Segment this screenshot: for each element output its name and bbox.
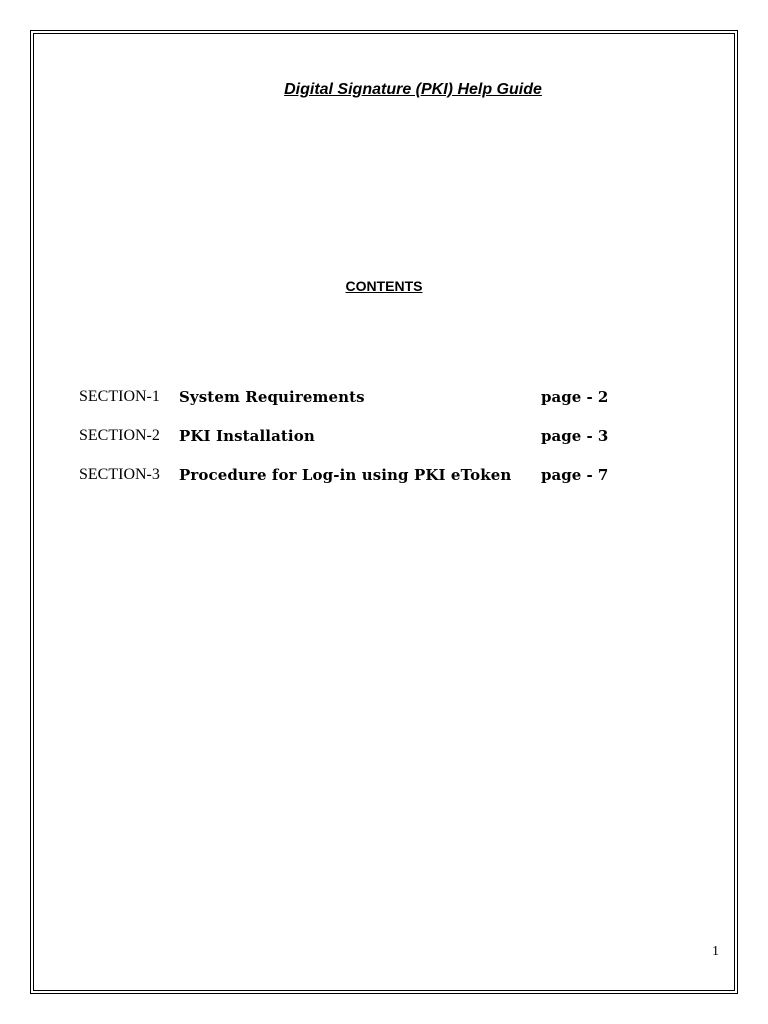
- toc-section-title: Procedure for Log-in using PKI eToken: [179, 466, 512, 484]
- toc-entry: [79, 387, 639, 426]
- toc-page-ref: page - 3: [541, 427, 609, 445]
- toc-section-title: PKI Installation: [179, 427, 315, 445]
- toc-entry: [79, 426, 639, 465]
- toc-section-label: SECTION-1: [79, 388, 160, 405]
- toc-section-label: SECTION-3: [79, 466, 160, 483]
- toc-page-ref: page - 7: [541, 466, 609, 484]
- page-border-inner: [33, 33, 735, 991]
- document-title: Digital Signature (PKI) Help Guide: [284, 81, 542, 98]
- table-of-contents: [79, 387, 639, 504]
- toc-page-ref: page - 2: [541, 388, 609, 406]
- contents-heading: CONTENTS: [345, 278, 423, 294]
- toc-entry: [79, 465, 639, 504]
- page-number: 1: [712, 944, 719, 959]
- toc-section-title: System Requirements: [179, 388, 365, 406]
- toc-section-label: SECTION-2: [79, 427, 160, 444]
